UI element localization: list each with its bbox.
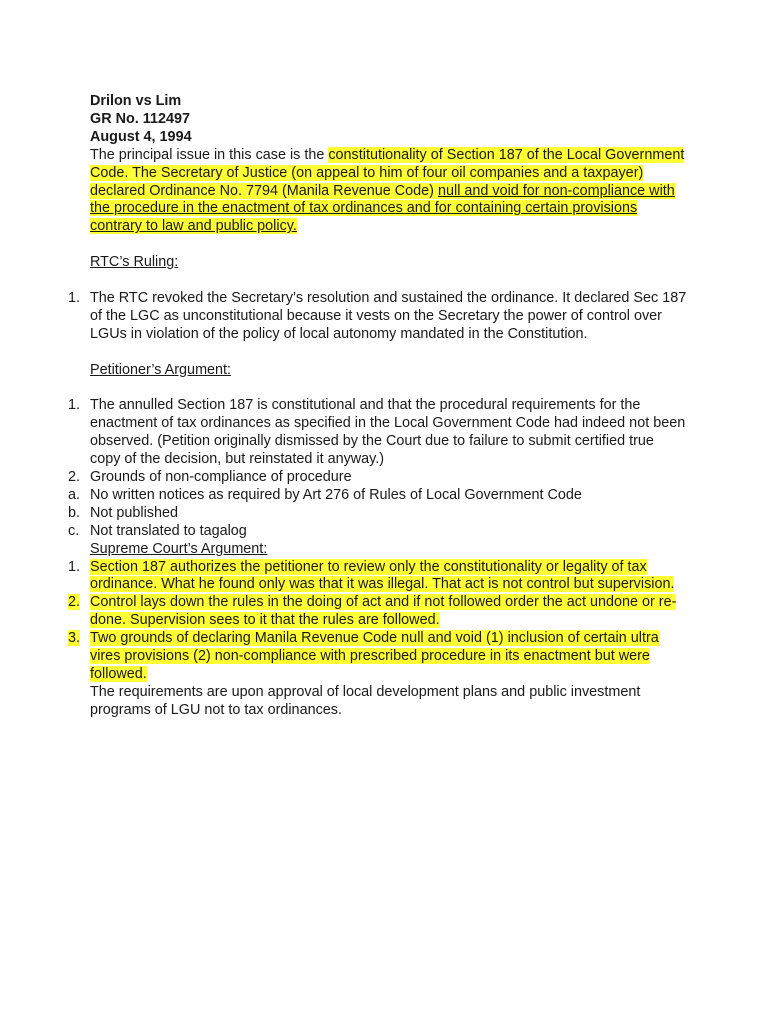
rtc-heading: RTC’s Ruling: bbox=[90, 254, 179, 271]
document-body bbox=[68, 93, 688, 720]
highlighted-marker: 2. bbox=[68, 594, 81, 611]
list-marker: 2. bbox=[68, 468, 81, 485]
rtc-item bbox=[68, 290, 688, 344]
list-item-text bbox=[90, 559, 688, 595]
highlighted-marker: 3. bbox=[68, 630, 81, 647]
list-item-text: The RTC revoked the Secretary’s resolution and sustained the ordinance. It declared Sec 187 of the LGC as unconstitutional because it vests on the Secretary the power of control over LGUs in violation of the policy of local autonomy mandated in the Constitution. bbox=[90, 289, 687, 342]
petitioner-heading: Petitioner’s Argument: bbox=[90, 361, 232, 378]
list-marker: 1. bbox=[68, 558, 81, 575]
supreme-court-item bbox=[68, 559, 688, 595]
list-item-text: Not translated to tagalog bbox=[90, 522, 247, 539]
case-gr-number: GR No. 112497 bbox=[90, 110, 190, 127]
supreme-court-item bbox=[68, 630, 688, 684]
list-marker: b. bbox=[68, 504, 81, 521]
intro-text: The principal issue in this case is the bbox=[90, 146, 329, 163]
list-item-text bbox=[90, 594, 688, 630]
spacer bbox=[68, 344, 688, 362]
closing-paragraph: The requirements are upon approval of local development plans and public investment programs of LGU not to tax ordinances. bbox=[90, 683, 641, 718]
list-marker: 1. bbox=[68, 397, 81, 414]
spacer bbox=[68, 272, 688, 290]
supreme-court-item bbox=[68, 594, 688, 630]
list-item-text: The annulled Section 187 is constitutional and that the procedural requirements for the enactment of tax ordinances as specified in the Local Government Code had indeed not been observed. (Petition originally dismissed by the Court due to failure to submit certified true copy of the decision, but reinstated it anyway.) bbox=[90, 397, 686, 468]
petitioner-item bbox=[68, 397, 688, 469]
case-date: August 4, 1994 bbox=[90, 128, 192, 145]
petitioner-subitem bbox=[68, 487, 688, 505]
petitioner-item bbox=[68, 469, 688, 487]
petitioner-subitem bbox=[68, 523, 688, 541]
spacer bbox=[68, 236, 688, 254]
list-marker bbox=[68, 594, 90, 630]
list-marker bbox=[68, 630, 90, 684]
highlighted-text: Two grounds of declaring Manila Revenue Code null and void (1) inclusion of certain ultra vires provisions (2) non-compliance with prescribed procedure in its enactment but were followed. bbox=[90, 630, 659, 682]
list-item-text: Not published bbox=[90, 504, 179, 521]
supreme-court-heading: Supreme Court’s Argument: bbox=[90, 540, 268, 557]
highlighted-text: Section 187 authorizes the petitioner to review only the constitutionality or legality of tax ordinance. What he found only was that it was illegal. That act is not control but supervision. bbox=[90, 558, 675, 593]
intro-highlight: constitutionality of Section 187 of the Local Government Code. The Secretary of Justice (on appeal to him of four oil companies and a taxpayer) declared Ordinance No. 7794 (Manila Revenue Code) bbox=[90, 146, 685, 199]
list-item-text: No written notices as required by Art 276 of Rules of Local Government Code bbox=[90, 486, 582, 503]
list-marker: c. bbox=[68, 522, 80, 539]
list-item-text: Grounds of non-compliance of procedure bbox=[90, 468, 352, 485]
spacer bbox=[68, 379, 688, 397]
list-marker: a. bbox=[68, 486, 81, 503]
case-title: Drilon vs Lim bbox=[90, 93, 182, 109]
list-item-text bbox=[90, 630, 688, 684]
petitioner-subitem bbox=[68, 505, 688, 523]
list-marker: 1. bbox=[68, 289, 81, 306]
intro-paragraph bbox=[90, 147, 688, 237]
highlighted-text: Control lays down the rules in the doing of act and if not followed order the act undone or re-done. Supervision sees to it that the rules are followed. bbox=[90, 594, 677, 629]
intro-highlight-underlined: null and void for non-compliance with the procedure in the enactment of tax ordinances and for containing certain provisions contrary to law and public policy. bbox=[90, 182, 675, 235]
